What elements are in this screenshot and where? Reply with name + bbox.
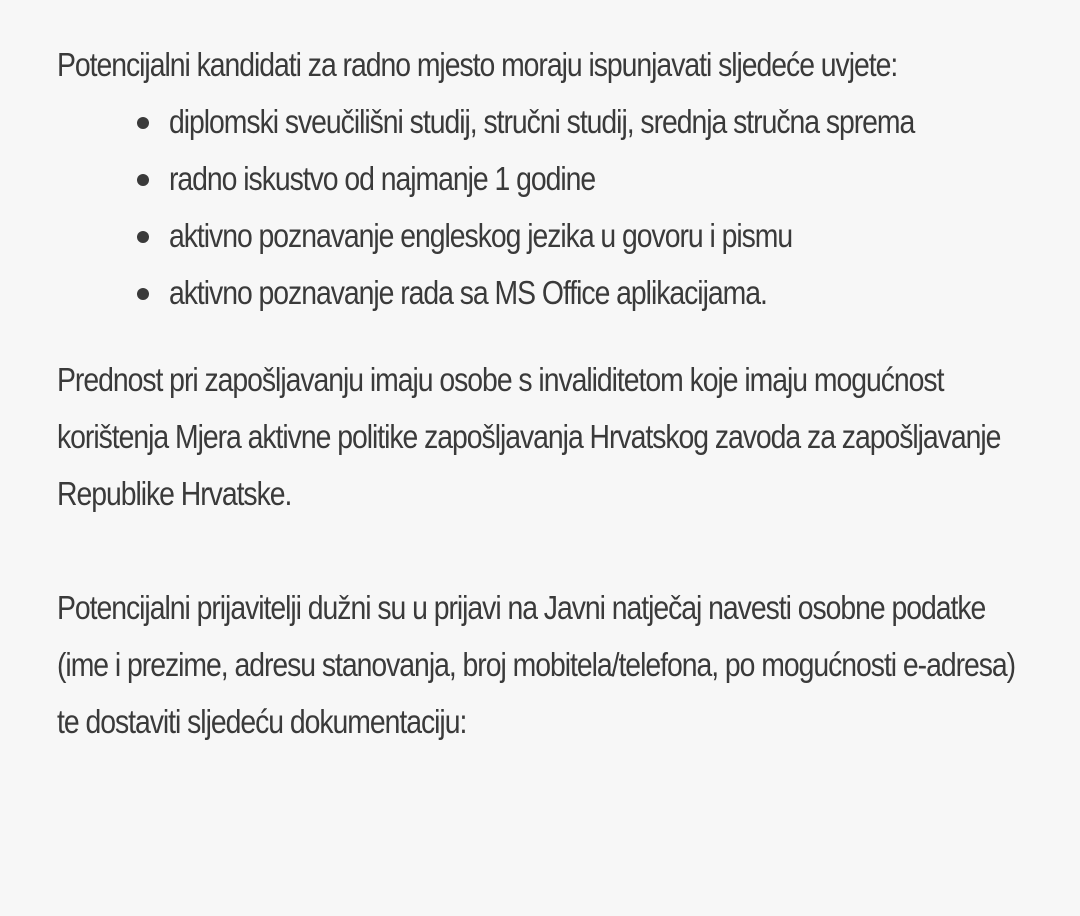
bullet-icon: [137, 117, 149, 129]
list-item: [169, 150, 1020, 207]
list-item: [169, 264, 1020, 321]
bullet-icon: [137, 231, 149, 243]
bullet-icon: [137, 174, 149, 186]
list-item-text: diplomski sveučilišni studij, stručni studij, srednja stručna sprema: [169, 103, 915, 140]
list-item-text: radno iskustvo od najmanje 1 godine: [169, 160, 596, 197]
applicants-paragraph: Potencijalni prijavitelji dužni su u prijavi na Javni natječaj navesti osobne podatke (ime i prezime, adresu stanovanja, broj mobitela/telefona, po mogućnosti e-adresa) te dostaviti sljedeću dokumentaciju:: [57, 589, 1016, 740]
advantage-paragraph: Prednost pri zapošljavanju imaju osobe s invaliditetom koje imaju mogućnost korištenja Mjera aktivne politike zapošljavanja Hrvatskog zavoda za zapošljavanje Republike Hrvatske.: [57, 361, 1001, 512]
list-item: [169, 93, 1020, 150]
bullet-icon: [137, 288, 149, 300]
list-item-text: aktivno poznavanje rada sa MS Office aplikacijama.: [169, 274, 767, 311]
list-item-text: aktivno poznavanje engleskog jezika u govoru i pismu: [169, 217, 793, 254]
intro-paragraph: Potencijalni kandidati za radno mjesto moraju ispunjavati sljedeće uvjete:: [57, 46, 898, 83]
requirements-list: [57, 93, 1020, 321]
list-item: [169, 207, 1020, 264]
